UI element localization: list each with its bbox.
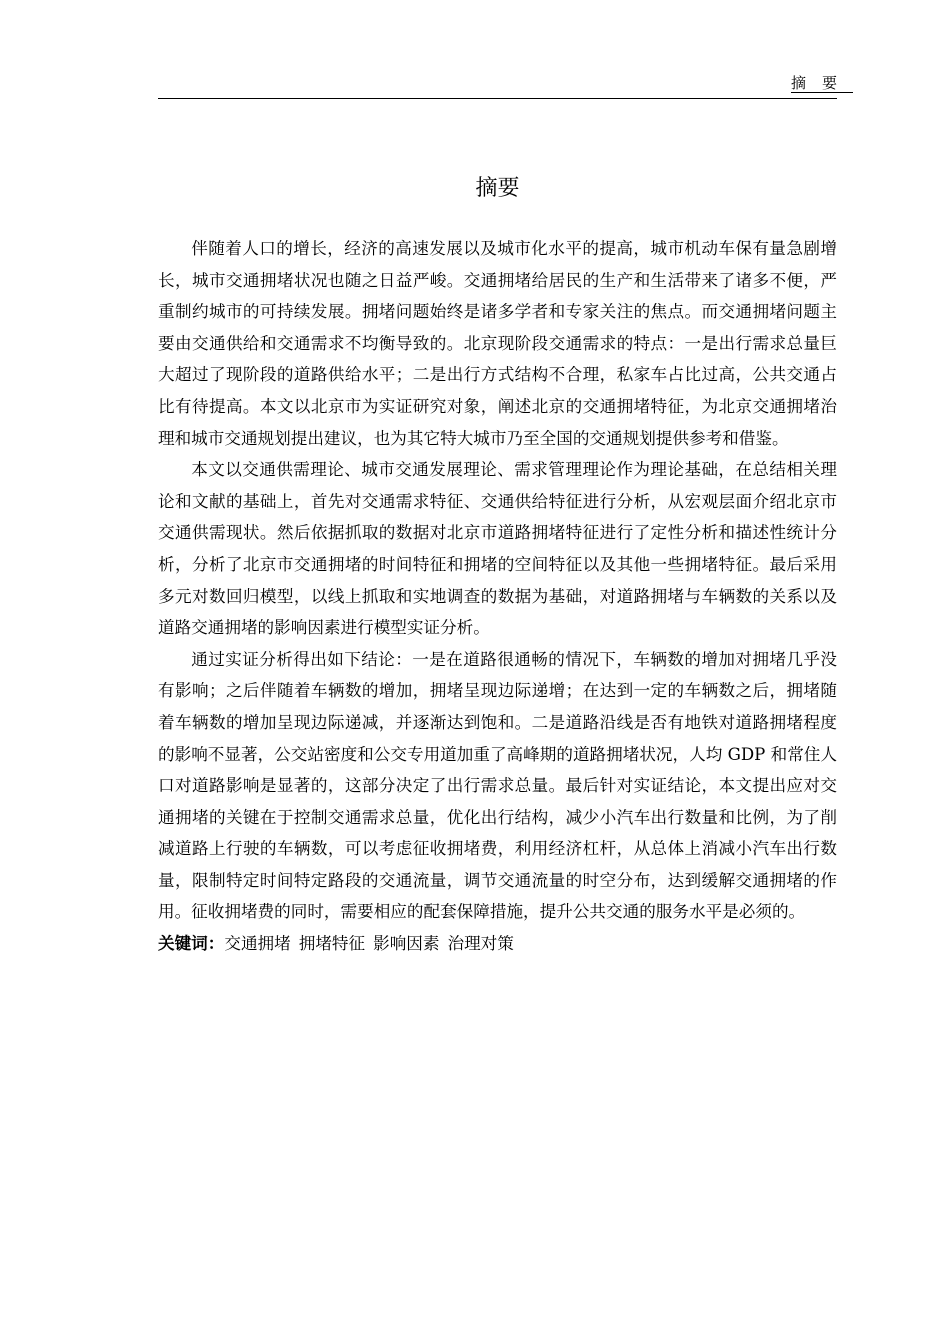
running-header: [158, 72, 853, 99]
abstract-paragraph-2: 本文以交通供需理论、城市交通发展理论、需求管理理论作为理论基础，在总结相关理论和文献的基础上，首先对交通需求特征、交通供给特征进行分析，从宏观层面介绍北京市交通供需现状。然后依据抓取的数据对北京市道路拥堵特征进行了定性分析和描述性统计分析，分析了北京市交通拥堵的时间特征和拥堵的空间特征以及其他一些拥堵特征。最后采用多元对数回归模型，以线上抓取和实地调查的数据为基础，对道路拥堵与车辆数的关系以及道路交通拥堵的影响因素进行模型实证分析。: [158, 460, 837, 638]
running-header-title: 摘要: [790, 74, 853, 92]
abstract-paragraph-3: 通过实证分析得出如下结论：一是在道路很通畅的情况下，车辆数的增加对拥堵几乎没有影响；之后伴随着车辆数的增加，拥堵呈现边际递增；在达到一定的车辆数之后，拥堵随着车辆数的增加呈现边际递减，并逐渐达到饱和。二是道路沿线是否有地铁对道路拥堵程度的影响不显著，公交站密度和公交专用道加重了高峰期的道路拥堵状况，人均 GDP 和常住人口对道路影响是显著的，这部分决定了出行需求总量。最后针对实证结论，本文提出应对交通拥堵的关键在于控制交通需求总量，优化出行结构，减少小汽车出行数量和比例，为了削减道路上行驶的车辆数，可以考虑征收拥堵费，利用经济杠杆，从总体上消减小汽车出行数量，限制特定时间特定路段的交通流量，调节交通流量的时空分布，达到缓解交通拥堵的作用。征收拥堵费的同时，需要相应的配套保障措施，提升公共交通的服务水平是必须的。: [158, 649, 837, 922]
keyword-3: 影响因素: [373, 934, 440, 954]
abstract-title: 摘要: [475, 176, 520, 201]
abstract-body: [158, 233, 837, 960]
keywords-label: 关键词：: [158, 934, 225, 954]
keyword-1: 交通拥堵: [224, 934, 291, 954]
abstract-paragraph-1: 伴随着人口的增长，经济的高速发展以及城市化水平的提高，城市机动车保有量急剧增长，城市交通拥堵状况也随之日益严峻。交通拥堵给居民的生产和生活带来了诸多不便，严重制约城市的可持续发展。拥堵问题始终是诸多学者和专家关注的焦点。而交通拥堵问题主要由交通供给和交通需求不均衡导致的。北京现阶段交通需求的特点：一是出行需求总量巨大超过了现阶段的道路供给水平；二是出行方式结构不合理，私家车占比过高，公共交通占比有待提高。本文以北京市为实证研究对象，阐述北京的交通拥堵特征，为北京交通拥堵治理和城市交通规划提出建议，也为其它特大城市乃至全国的交通规划提供参考和借鉴。: [158, 239, 837, 448]
keyword-4: 治理对策: [447, 934, 514, 954]
keyword-2: 拥堵特征: [298, 934, 366, 954]
keywords-line: [158, 928, 837, 960]
